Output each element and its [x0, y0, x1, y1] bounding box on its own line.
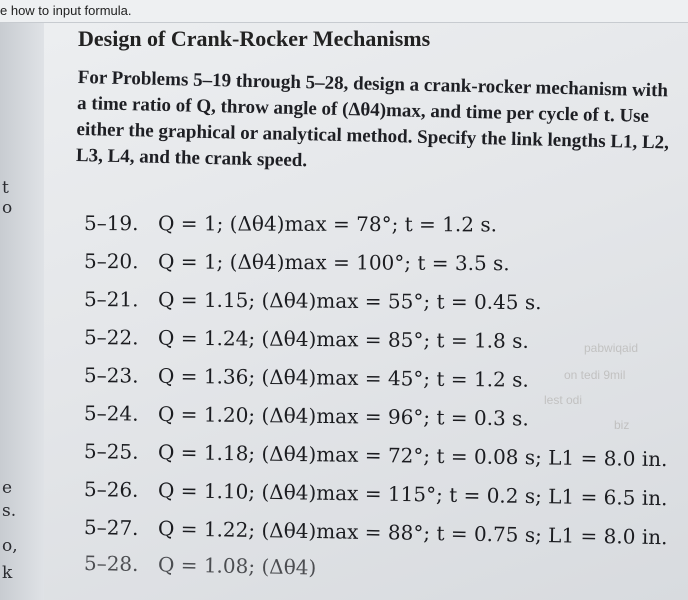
show-through-text: on tedi 9mil — [564, 368, 626, 382]
problem-list — [84, 208, 688, 600]
problem-statement: Q = 1.24; (Δθ4)max = 85°; t = 1.8 s. — [157, 325, 529, 353]
problem-row — [84, 284, 542, 317]
browser-tab-title[interactable]: e how to input formula. — [0, 3, 132, 18]
show-through-text: pabwiqaid — [584, 341, 639, 355]
problem-statement: Q = 1.18; (Δθ4)max = 72°; t = 0.08 s; L1 = 8.0 in. — [157, 440, 668, 472]
problem-statement: Q = 1; (Δθ4)max = 78°; t = 1.2 s. — [157, 211, 498, 237]
problem-statement: Q = 1.10; (Δθ4)max = 115°; t = 0.2 s; L1 = 6.5 in. — [157, 478, 668, 511]
problem-row — [84, 360, 529, 395]
problem-number: 5–27. — [83, 515, 139, 540]
problem-number: 5–23. — [83, 363, 139, 388]
problem-number: 5–25. — [83, 439, 139, 464]
problem-row — [84, 548, 317, 582]
problem-number: 5–24. — [83, 401, 139, 426]
show-through-text: lest odi — [544, 393, 583, 407]
strip-text: s. — [2, 501, 17, 521]
problem-number: 5–20. — [83, 249, 139, 274]
strip-text: o, — [2, 536, 18, 556]
problem-row — [84, 436, 668, 474]
problem-number: 5–26. — [83, 477, 139, 502]
problem-row — [84, 246, 510, 278]
show-through-text: biz — [614, 418, 630, 432]
problem-instructions: For Problems 5–19 through 5–28, design a crank-rocker mechanism with a time ratio of Q, throw angle of (Δθ4)max, and time per cycle of t. Use either the graphical or analytical method. Specify the link lengths L1, L2, L3, L4, and the crank speed. — [75, 66, 670, 172]
problem-row — [84, 512, 668, 552]
problem-statement: Q = 1; (Δθ4)max = 100°; t = 3.5 s. — [157, 249, 510, 276]
problem-statement: Q = 1.15; (Δθ4)max = 55°; t = 0.45 s. — [157, 287, 542, 315]
strip-text: e — [2, 478, 13, 498]
problem-statement: Q = 1.36; (Δθ4)max = 45°; t = 1.2 s. — [157, 363, 529, 392]
problem-row — [84, 208, 497, 239]
problem-number: 5–21. — [83, 287, 139, 312]
problem-number: 5–19. — [83, 211, 139, 236]
problem-statement: Q = 1.08; (Δθ4) — [157, 552, 317, 580]
adjacent-page-strip — [0, 23, 44, 600]
textbook-page — [44, 23, 688, 600]
browser-tab-bar — [0, 0, 688, 23]
section-title: Design of Crank-Rocker Mechanisms — [78, 26, 431, 51]
problem-number: 5–28. — [83, 551, 139, 577]
problem-statement: Q = 1.22; (Δθ4)max = 88°; t = 0.75 s; L1 = 8.0 in. — [157, 516, 668, 550]
strip-text: t — [2, 178, 9, 198]
strip-text: o — [2, 198, 13, 218]
problem-row — [84, 474, 668, 513]
problem-number: 5–22. — [83, 325, 139, 350]
problem-row — [84, 398, 529, 433]
problem-row — [84, 322, 529, 356]
strip-text: k — [2, 563, 13, 583]
problem-statement: Q = 1.20; (Δθ4)max = 96°; t = 0.3 s. — [157, 401, 529, 431]
